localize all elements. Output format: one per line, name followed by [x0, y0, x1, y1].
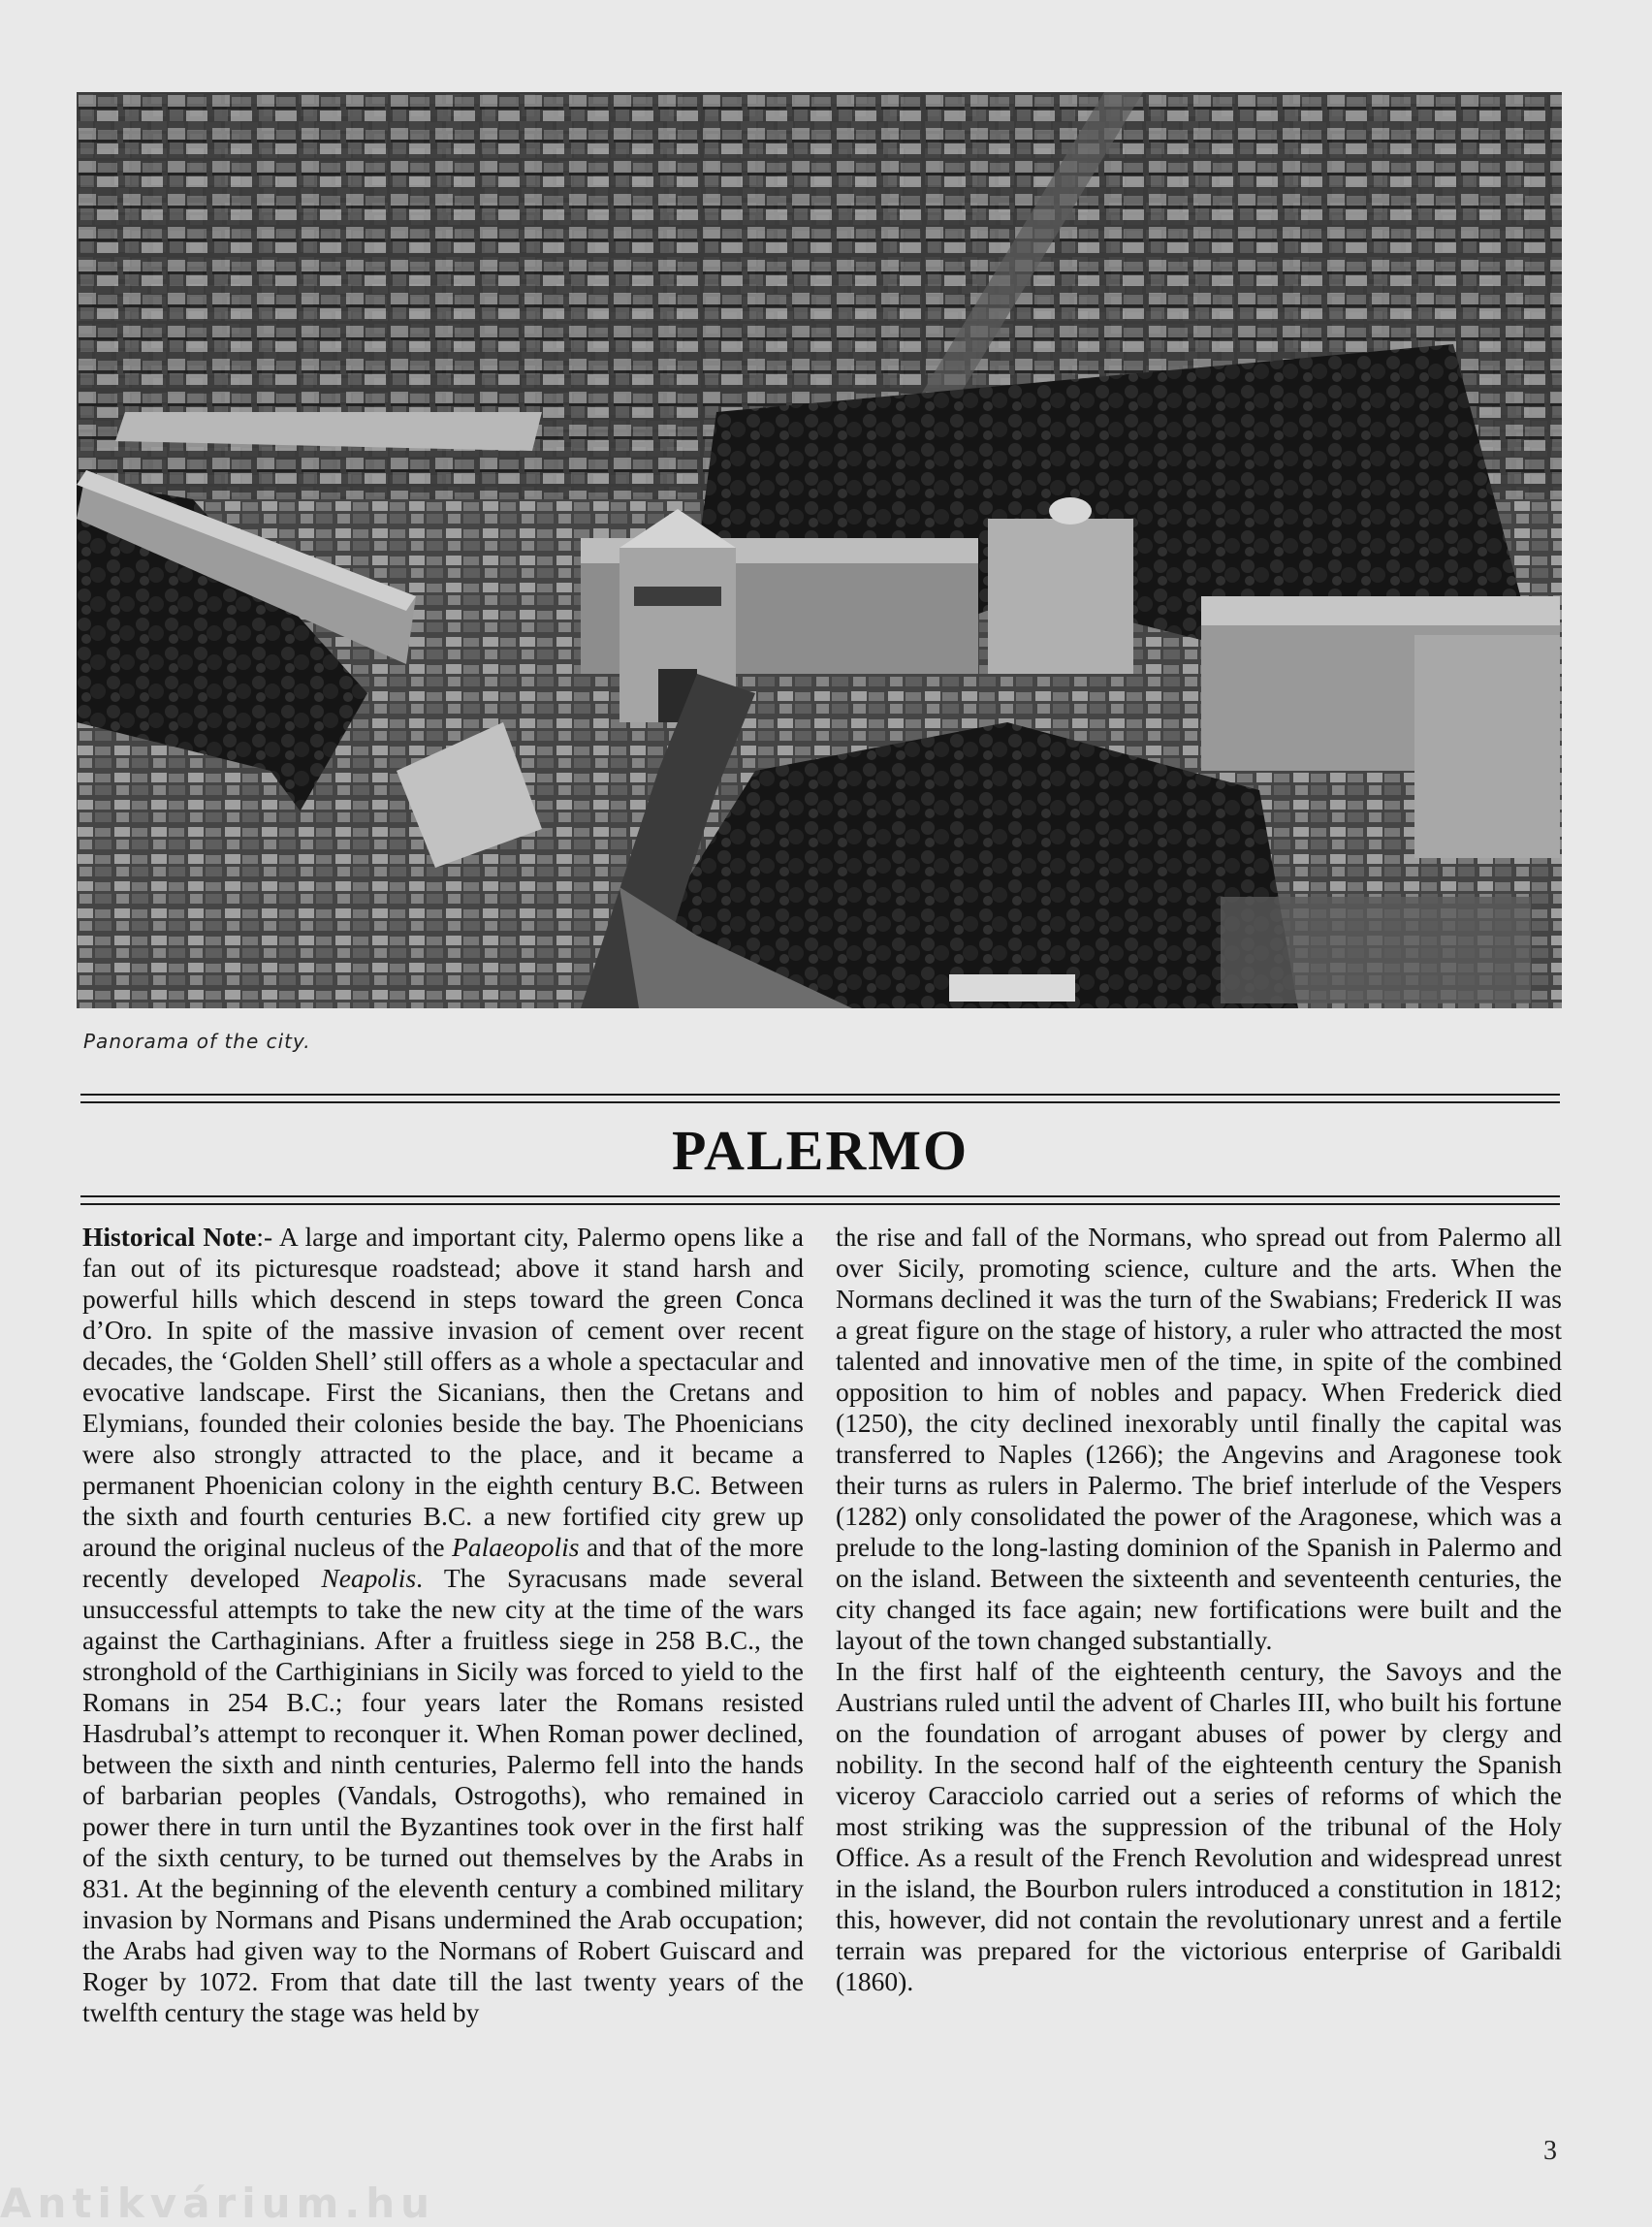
lead-label: Historical Note — [82, 1222, 257, 1252]
left-paragraph — [82, 1222, 804, 2028]
page-number: 3 — [1543, 2136, 1557, 2166]
term-palaeopolis: Palaeopolis — [452, 1532, 580, 1562]
page-title: PALERMO — [671, 1119, 969, 1182]
watermark-text: Antikvárium.hu — [0, 2179, 436, 2227]
article-left-column — [82, 1222, 804, 2028]
article-right-column — [836, 1222, 1562, 1997]
right-paragraph-1: the rise and fall of the Normans, who spread out from Palermo all over Sicily, promoting science, culture and the arts. When the Normans declined it was the turn of the Swabians; Frederick II was a great figure on the stage of history, a ruler who attracted the most talented and innovative men of the time, in spite of the combined opposition to him of nobles and papacy. When Frederick died (1250), the city declined inexorably until finally the capital was transferred to Naples (1266); the Angevins and Aragonese took their turns as rulers in Palermo. The brief interlude of the Vespers (1282) only consolidated the power of the Aragonese, which was a prelude to the long-lasting dominion of the Spanish in Palermo and on the island. Between the sixteenth and seventeenth centuries, the city changed its face again; new fortifications were built and the layout of the town changed substantially. — [836, 1222, 1562, 1655]
city-panorama-photo — [77, 92, 1562, 1008]
title-top-rule-2 — [80, 1101, 1560, 1103]
left-text-2: and that of the more recently developed — [82, 1532, 804, 1593]
title-bottom-rule-2 — [80, 1203, 1560, 1205]
title-bottom-rule — [80, 1195, 1560, 1197]
right-paragraph-2: In the first half of the eighteenth century, the Savoys and the Austrians ruled until the advent of Charles III, who built his fortune on the foundation of arrogant abuses of power by clergy and nobility. In the second half of the eighteenth century the Spanish viceroy Caracciolo carried out a series of reforms of which the most striking was the suppression of the tribunal of the Holy Office. As a result of the French Revolution and widespread unrest in the island, the Bourbon rulers introduced a constitution in 1812; this, however, did not contain the revolutionary unrest and a fertile terrain was prepared for the victorious enterprise of Garibaldi (1860). — [836, 1656, 1562, 1996]
term-neapolis: Neapolis — [321, 1563, 417, 1593]
photo-caption: Panorama of the city. — [83, 1030, 311, 1053]
left-text-3: . The Syracusans made several unsuccessful attempts to take the new city at the time of the wars against the Carthaginians. After a fruitless siege in 258 B.C., the stronghold of the Carthiginians in Sicily was forced to yield to the Romans in 254 B.C.; four years later the Romans resisted Hasdrubal’s attempt to reconquer it. When Roman power declined, between the sixth and ninth centuries, Palermo fell into the hands of barbarian peoples (Vandals, Ostrogoths), who remained in power there in turn until the Byzantines took over in the first half of the sixth century, to be turned out themselves by the Arabs in 831. At the beginning of the eleventh century a combined military invasion by Normans and Pisans undermined the Arab occupation; the Arabs had given way to the Normans of Robert Guiscard and Roger by 1072. From that date till the last twenty years of the twelfth century the stage was held by — [82, 1563, 804, 2027]
left-text-1: :- A large and important city, Palermo opens like a fan out of its picturesque roadstead; above it stand harsh and powerful hills which descend in steps toward the green Conca d’Oro. In spite of the massive invasion of cement over recent decades, the ‘Golden Shell’ still offers as a whole a spectacular and evocative landscape. First the Sicanians, then the Cretans and Elymians, founded their colonies beside the bay. The Phoenicians were also strongly attracted to the place, and it became a permanent Phoenician colony in the eighth century B.C. Between the sixth and fourth centuries B.C. a new fortified city grew up around the original nucleus of the — [82, 1222, 804, 1562]
title-top-rule — [80, 1094, 1560, 1096]
panorama-illustration — [77, 92, 1562, 1008]
